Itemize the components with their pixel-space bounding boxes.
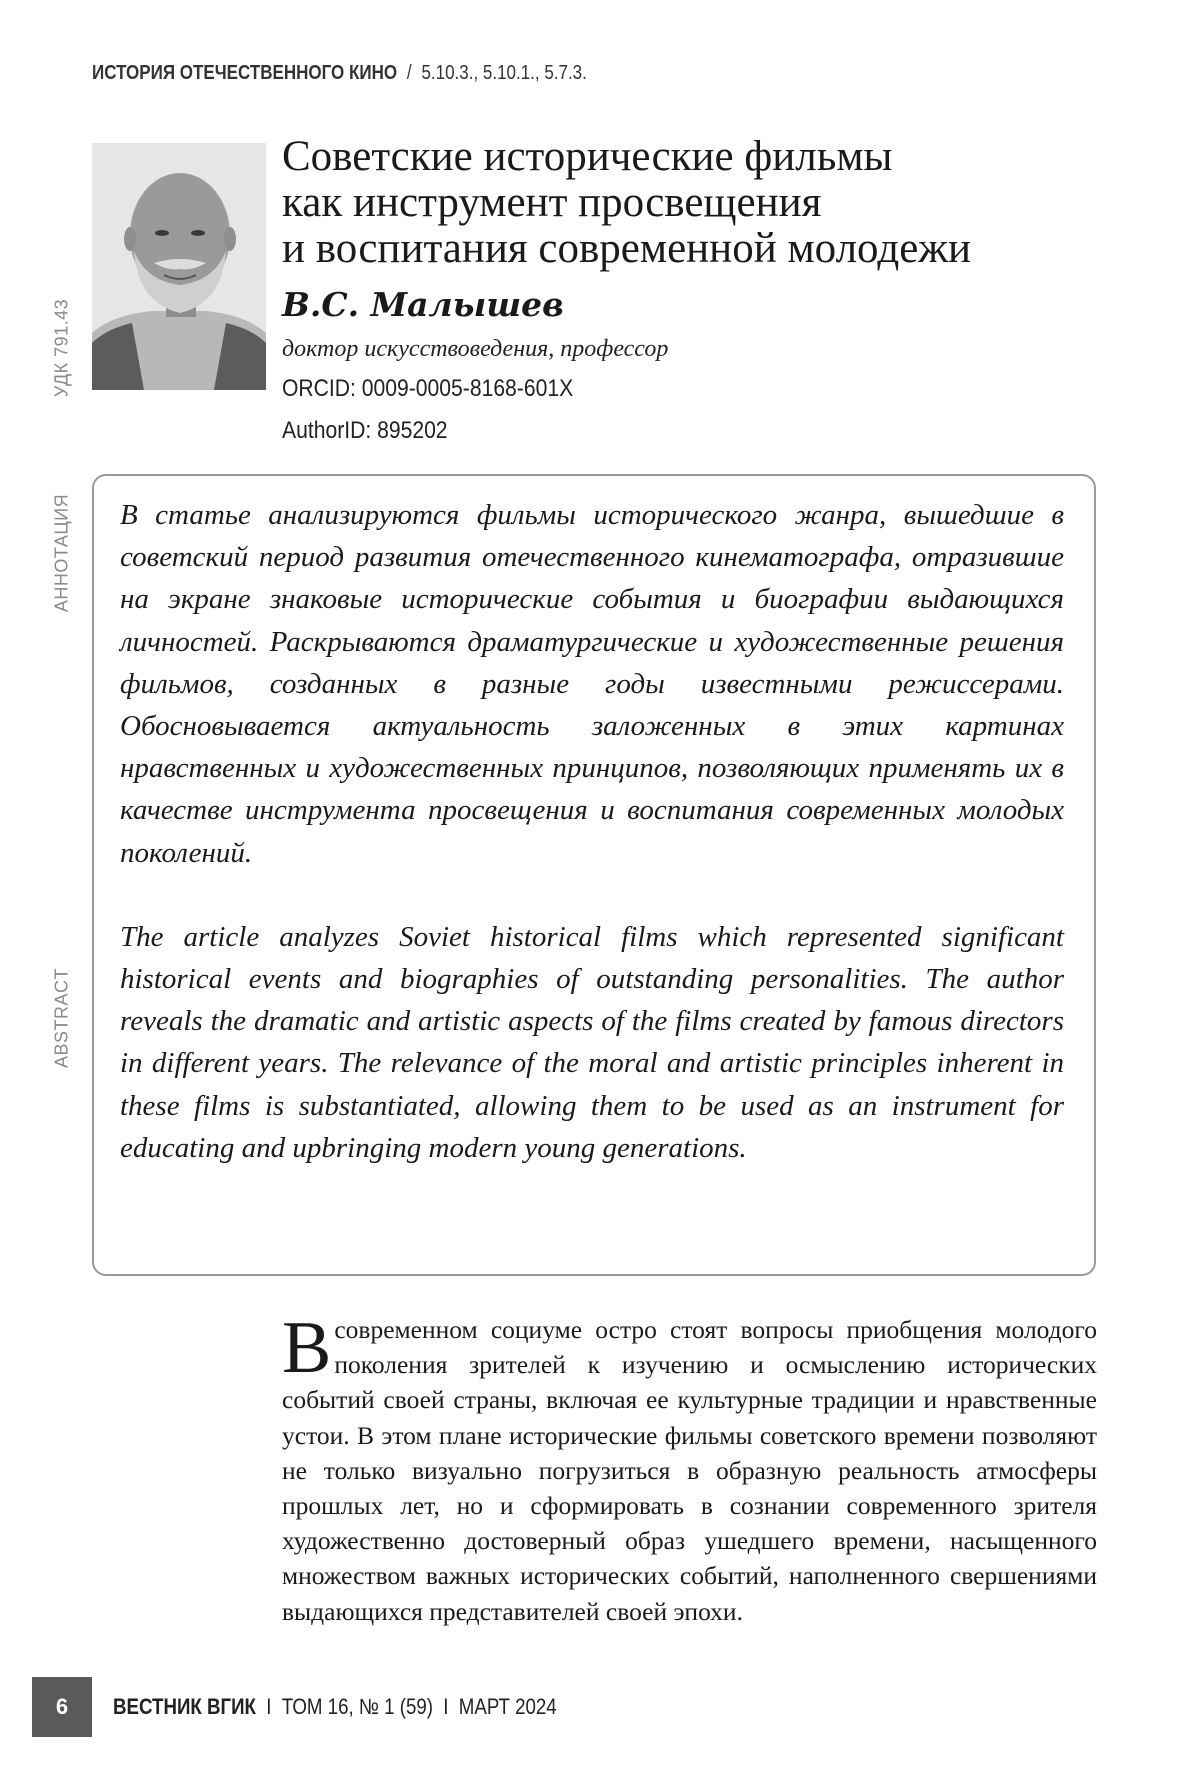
journal-name: ВЕСТНИК ВГИК <box>113 1694 256 1719</box>
body-paragraph <box>282 1312 1097 1629</box>
page-number: 6 <box>32 1677 92 1737</box>
section-codes: 5.10.3., 5.10.1., 5.7.3. <box>421 62 586 84</box>
header-separator: / <box>407 62 412 84</box>
title-line: Советские исторические фильмы <box>282 133 892 180</box>
author-id: AuthorID: 895202 <box>282 417 448 445</box>
author-name: В.С. Малышев <box>282 285 564 324</box>
title-line: как инструмент просвещения <box>282 179 821 226</box>
abstract-en: The article analyzes Soviet historical films which represented significant historical events and biographies of outstanding personalities. The author reveals the dramatic and artistic aspects of the films created by famous directors in different years. The relevance of the moral and artistic principles inherent in these films is substantiated, allowing them to be used as an instrument for educating and upbringing modern young generations. <box>120 916 1064 1169</box>
journal-volume: ТОМ 16, № 1 (59) <box>282 1694 433 1719</box>
section-header <box>92 62 587 85</box>
article-title <box>282 134 1082 272</box>
annotation-label: АННОТАЦИЯ <box>52 494 73 612</box>
title-line: и воспитания современной молодежи <box>282 225 971 272</box>
author-photo <box>92 143 266 390</box>
drop-cap: В <box>282 1312 331 1376</box>
journal-date: МАРТ 2024 <box>459 1694 557 1719</box>
udk-label: УДК 791.43 <box>52 299 73 397</box>
abstract-box <box>92 474 1096 1276</box>
abstract-ru: В статье анализируются фильмы исторического жанра, вышедшие в советский период развития отечественного кинематографа, отразившие на экране знаковые исторические события и биографии выдающихся личностей. Раскрываются драматургические и художественные решения фильмов, созданных в разные годы известными режиссерами. Обосновывается актуальность заложенных в этих картинах нравственных и художественных принципов, позволяющих применять их в качестве инструмента просвещения и воспитания современных молодых поколений. <box>120 494 1064 874</box>
footer-separator: I <box>443 1694 448 1719</box>
section-rubric: ИСТОРИЯ ОТЕЧЕСТВЕННОГО КИНО <box>92 62 397 84</box>
footer-separator: I <box>266 1694 271 1719</box>
abstract-label: ABSTRACT <box>52 968 73 1068</box>
body-text: современном социуме остро стоят вопросы приобщения молодого поколения зрителей к изучению и осмыслению исторических событий своей страны, включая ее культурные традиции и нравственные устои. В этом плане исторические фильмы советского времени позволяют не только визуально погрузиться в образную реальность атмосферы прошлых лет, но и сформировать в сознании современного зрителя художественно достоверный образ ушедшего времени, насыщенного множеством важных исторических событий, наполненного свершениями выдающихся представителей своей эпохи. <box>282 1315 1097 1626</box>
author-orcid: ORCID: 0009-0005-8168-601X <box>282 375 573 403</box>
journal-footer <box>113 1694 557 1720</box>
author-degree: доктор искусствоведения, профессор <box>282 336 668 363</box>
